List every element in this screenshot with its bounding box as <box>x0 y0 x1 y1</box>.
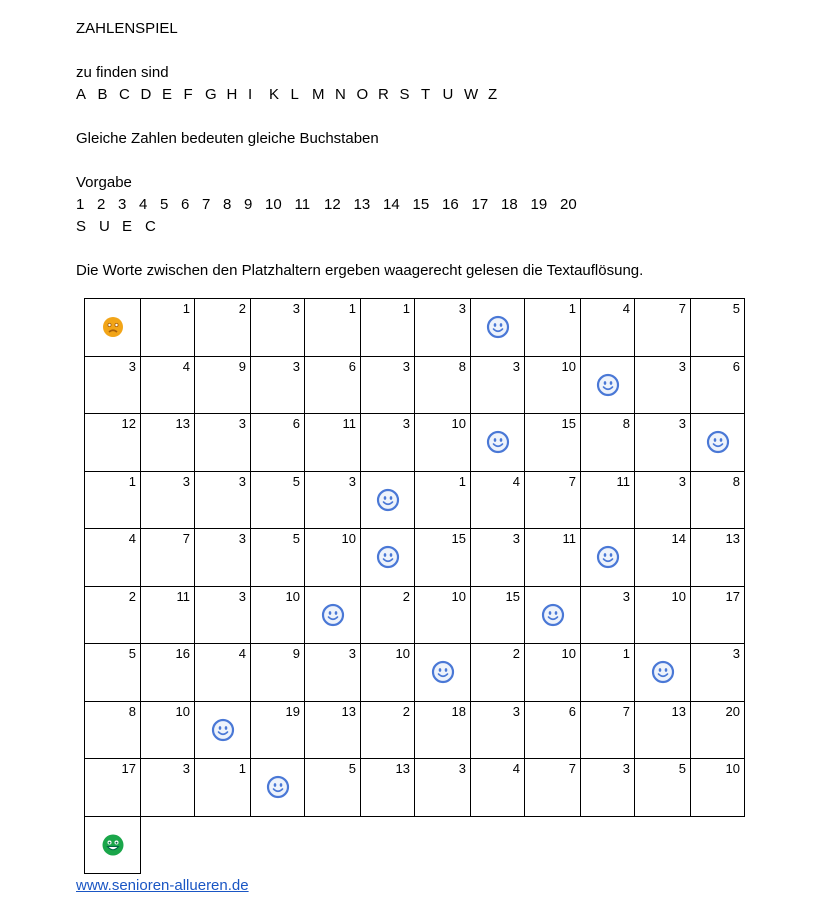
grid-cell <box>305 586 361 644</box>
instruction-text: Die Worte zwischen den Platzhaltern ergeben waagerecht gelesen die Textauflösung. <box>76 262 644 279</box>
grid-cell <box>85 471 141 529</box>
cell-number: 5 <box>678 761 686 776</box>
cell-number: 10 <box>725 761 740 776</box>
grid-cell <box>305 299 361 357</box>
grid-cell <box>305 701 361 759</box>
grid-cell <box>581 471 635 529</box>
grid-cell <box>471 644 525 702</box>
cell-number: 13 <box>395 761 410 776</box>
cell-number: 10 <box>561 646 576 661</box>
cell-number: 11 <box>342 416 356 431</box>
cell-number: 18 <box>451 703 466 719</box>
cell-number: 2 <box>402 588 410 604</box>
grid-cell <box>415 701 471 759</box>
grid-cell <box>635 586 691 644</box>
cell-number: 6 <box>568 703 576 719</box>
grid-cell <box>305 471 361 529</box>
cell-number: 17 <box>725 588 740 604</box>
cell-number: 11 <box>616 473 630 489</box>
given-number: 11 <box>294 196 311 213</box>
letter-item: I <box>248 86 253 103</box>
grid-cell <box>635 471 691 529</box>
grid-cell <box>581 701 635 759</box>
cell-number: 3 <box>678 416 686 431</box>
grid-cell <box>141 644 195 702</box>
grid-cell <box>581 356 635 414</box>
smiley-icon <box>541 603 565 627</box>
grid-cell <box>85 701 141 759</box>
cell-number: 3 <box>238 588 246 604</box>
grid-cell <box>525 586 581 644</box>
given-number: 10 <box>265 196 282 213</box>
cell-number: 4 <box>512 761 520 776</box>
letter-item: L <box>290 86 299 103</box>
grid-row <box>85 414 745 472</box>
given-number: 13 <box>353 196 371 213</box>
letter-item: A <box>76 86 87 103</box>
grid-cell <box>415 644 471 702</box>
grid-cell <box>361 356 415 414</box>
letter-item: C <box>119 86 130 103</box>
grid-cell <box>195 356 251 414</box>
letter-item: H <box>226 86 238 103</box>
grid-cell <box>415 356 471 414</box>
grid-cell <box>471 586 525 644</box>
cell-number: 3 <box>182 473 190 489</box>
cell-number: 1 <box>238 761 246 776</box>
given-number: 8 <box>223 196 232 213</box>
given-number: 1 <box>76 196 85 213</box>
cell-number: 10 <box>671 588 686 604</box>
cell-number: 3 <box>238 416 246 431</box>
given-number: 19 <box>530 196 548 213</box>
cell-number: 8 <box>732 473 740 489</box>
cell-number: 5 <box>292 531 300 546</box>
grid-cell <box>195 586 251 644</box>
grid-cell <box>141 759 195 817</box>
smiley-icon <box>431 660 455 684</box>
grid-cell <box>195 644 251 702</box>
grid-cell <box>581 529 635 587</box>
grid-cell <box>305 529 361 587</box>
cell-number: 10 <box>175 703 190 719</box>
grid-cell <box>581 586 635 644</box>
cell-number: 7 <box>568 473 576 489</box>
letter-item: D <box>140 86 152 103</box>
grid-cell <box>525 529 581 587</box>
grid-cell <box>85 299 141 357</box>
grid-cell <box>525 471 581 529</box>
grid-cell <box>471 759 525 817</box>
smiley-icon <box>596 373 620 397</box>
cell-number: 3 <box>458 761 466 776</box>
cell-number: 4 <box>622 301 630 316</box>
cell-number: 7 <box>622 703 630 719</box>
cell-number: 3 <box>512 358 520 374</box>
cell-number: 17 <box>121 761 136 776</box>
cell-number: 7 <box>568 761 576 776</box>
grid-cell <box>691 299 745 357</box>
cell-number: 3 <box>732 646 740 661</box>
grid-cell <box>691 701 745 759</box>
smiley-icon <box>486 430 510 454</box>
grid-row <box>85 586 745 644</box>
letter-item: Z <box>488 86 498 103</box>
grid-cell <box>195 414 251 472</box>
cell-number: 2 <box>128 588 136 604</box>
grid-cell <box>85 644 141 702</box>
given-number: 3 <box>118 196 127 213</box>
grid-cell <box>691 644 745 702</box>
sad-face-icon <box>101 315 125 339</box>
grid-cell <box>581 644 635 702</box>
grid-cell <box>581 299 635 357</box>
smiley-icon <box>596 545 620 569</box>
given-number: 14 <box>383 196 400 213</box>
cell-number: 10 <box>451 416 466 431</box>
given-number: 18 <box>501 196 518 213</box>
grid-cell <box>195 701 251 759</box>
letter-item: G <box>205 86 217 103</box>
grid-cell <box>141 299 195 357</box>
given-number: 16 <box>442 196 459 213</box>
grid-cell <box>691 529 745 587</box>
grid-row <box>85 701 745 759</box>
cell-number: 4 <box>182 358 190 374</box>
letter-item: M <box>312 86 325 103</box>
grid-cell <box>305 414 361 472</box>
grid-cell <box>85 414 141 472</box>
grid-cell <box>581 414 635 472</box>
grid-cell <box>691 356 745 414</box>
cell-number: 3 <box>402 416 410 431</box>
grid-cell <box>471 471 525 529</box>
letter-item: S <box>399 86 410 103</box>
cell-number: 11 <box>562 531 576 546</box>
grid-cell <box>251 586 305 644</box>
cell-number: 1 <box>568 301 576 316</box>
grid-cell <box>635 299 691 357</box>
grid-cell <box>141 471 195 529</box>
happy-face-icon <box>101 833 125 857</box>
cell-number: 3 <box>622 761 630 776</box>
given-number: 12 <box>324 196 341 213</box>
grid-cell <box>691 759 745 817</box>
cell-number: 13 <box>671 703 686 719</box>
given-number: 9 <box>244 196 253 213</box>
grid-cell <box>251 356 305 414</box>
cell-number: 3 <box>292 301 300 316</box>
cell-number: 10 <box>451 588 466 604</box>
cell-number: 4 <box>238 646 246 661</box>
grid-cell <box>581 759 635 817</box>
given-number: 7 <box>202 196 211 213</box>
cell-number: 3 <box>678 473 686 489</box>
grid-cell <box>635 701 691 759</box>
given-number: 15 <box>412 196 430 213</box>
cell-number: 7 <box>182 531 190 546</box>
cell-number: 15 <box>561 416 576 431</box>
cell-number: 15 <box>451 531 466 546</box>
cell-number: 13 <box>725 531 740 546</box>
cell-number: 6 <box>732 358 740 374</box>
cell-number: 3 <box>678 358 686 374</box>
cell-number: 6 <box>292 416 300 431</box>
grid-cell <box>361 529 415 587</box>
given-label: Vorgabe <box>76 174 132 191</box>
given-number: 4 <box>139 196 148 213</box>
given-number: 5 <box>160 196 169 213</box>
grid-cell <box>305 759 361 817</box>
letter-item: N <box>335 86 346 103</box>
grid-cell <box>525 644 581 702</box>
cell-number: 1 <box>622 646 630 661</box>
grid-cell <box>471 299 525 357</box>
cell-number: 3 <box>182 761 190 776</box>
letter-item: F <box>183 86 193 103</box>
given-numbers-row <box>76 196 590 213</box>
cell-number: 4 <box>128 531 136 546</box>
cell-number: 5 <box>292 473 300 489</box>
grid-cell <box>361 644 415 702</box>
website-link[interactable]: www.senioren-allueren.de <box>76 877 249 894</box>
cell-number: 1 <box>458 473 466 489</box>
grid-cell <box>85 816 141 874</box>
grid-cell <box>635 644 691 702</box>
smiley-icon <box>651 660 675 684</box>
cell-number: 3 <box>128 358 136 374</box>
grid-cell <box>195 299 251 357</box>
grid-cell <box>361 471 415 529</box>
given-number: 17 <box>471 196 489 213</box>
cell-number: 10 <box>395 646 410 661</box>
grid-row <box>85 356 745 414</box>
grid-cell <box>471 529 525 587</box>
grid-cell <box>635 414 691 472</box>
grid-cell <box>691 414 745 472</box>
cell-number: 3 <box>348 646 356 661</box>
letter-item: T <box>421 86 431 103</box>
cell-number: 3 <box>458 301 466 316</box>
cell-number: 6 <box>348 358 356 374</box>
cell-number: 1 <box>348 301 356 316</box>
smiley-icon <box>706 430 730 454</box>
cell-number: 3 <box>512 531 520 546</box>
given-number: 20 <box>560 196 577 213</box>
grid-cell <box>251 299 305 357</box>
cell-number: 9 <box>238 358 246 374</box>
cell-number: 8 <box>622 416 630 431</box>
grid-cell <box>85 759 141 817</box>
grid-cell <box>251 471 305 529</box>
grid-cell <box>691 471 745 529</box>
cell-number: 1 <box>182 301 190 316</box>
grid-cell <box>251 759 305 817</box>
grid-row <box>85 759 745 817</box>
grid-cell <box>305 356 361 414</box>
cell-number: 7 <box>678 301 686 316</box>
grid-cell <box>415 299 471 357</box>
grid-cell <box>525 299 581 357</box>
puzzle-grid <box>84 298 745 874</box>
grid-cell <box>525 701 581 759</box>
letter-item: K <box>269 86 280 103</box>
cell-number: 15 <box>505 588 520 604</box>
grid-cell <box>525 414 581 472</box>
cell-number: 10 <box>341 531 356 546</box>
smiley-icon <box>321 603 345 627</box>
given-letter: C <box>145 218 156 235</box>
cell-number: 2 <box>512 646 520 661</box>
cell-number: 1 <box>128 473 136 489</box>
grid-cell <box>415 759 471 817</box>
grid-cell <box>251 644 305 702</box>
grid-cell <box>691 586 745 644</box>
cell-number: 8 <box>128 703 136 719</box>
grid-cell <box>415 586 471 644</box>
grid-cell <box>141 529 195 587</box>
cell-number: 5 <box>348 761 356 776</box>
grid-cell <box>251 701 305 759</box>
cell-number: 3 <box>292 358 300 374</box>
letters-row <box>76 86 510 103</box>
grid-cell <box>471 356 525 414</box>
letter-item: U <box>442 86 454 103</box>
cell-number: 10 <box>561 358 576 374</box>
grid-cell <box>361 759 415 817</box>
grid-cell <box>141 356 195 414</box>
grid-cell <box>361 586 415 644</box>
cell-number: 3 <box>622 588 630 604</box>
letter-item: E <box>162 86 173 103</box>
grid-cell <box>195 759 251 817</box>
page-title: ZAHLENSPIEL <box>76 20 178 37</box>
grid-cell <box>471 701 525 759</box>
cell-number: 16 <box>175 646 190 661</box>
cell-number: 4 <box>512 473 520 489</box>
given-letter: U <box>99 218 110 235</box>
smiley-icon <box>486 315 510 339</box>
grid-cell <box>361 701 415 759</box>
grid-cell <box>141 586 195 644</box>
given-number: 2 <box>97 196 106 213</box>
cell-number: 12 <box>121 416 136 431</box>
cell-number: 1 <box>402 301 410 316</box>
cell-number: 5 <box>128 646 136 661</box>
smiley-icon <box>376 545 400 569</box>
grid-cell <box>471 414 525 472</box>
grid-cell <box>635 759 691 817</box>
rule-text: Gleiche Zahlen bedeuten gleiche Buchstaben <box>76 130 379 147</box>
letter-item: R <box>378 86 389 103</box>
letter-item: O <box>356 86 369 103</box>
smiley-icon <box>376 488 400 512</box>
cell-number: 8 <box>458 358 466 374</box>
grid-cell <box>85 586 141 644</box>
cell-number: 3 <box>238 473 246 489</box>
grid-cell <box>415 529 471 587</box>
cell-number: 11 <box>176 588 190 604</box>
grid-cell <box>85 356 141 414</box>
grid-cell <box>415 414 471 472</box>
smiley-icon <box>266 775 290 799</box>
grid-row <box>85 529 745 587</box>
letter-item: B <box>97 86 108 103</box>
grid-cell <box>415 471 471 529</box>
grid-cell <box>361 414 415 472</box>
letter-item: W <box>464 86 479 103</box>
grid-cell <box>525 356 581 414</box>
grid-cell <box>251 529 305 587</box>
grid-cell <box>525 759 581 817</box>
cell-number: 3 <box>348 473 356 489</box>
cell-number: 9 <box>292 646 300 661</box>
grid-row <box>85 471 745 529</box>
grid-cell <box>141 701 195 759</box>
find-label: zu finden sind <box>76 64 169 81</box>
grid-cell <box>251 414 305 472</box>
cell-number: 14 <box>671 531 686 546</box>
given-letter: E <box>122 218 133 235</box>
grid-cell <box>361 299 415 357</box>
cell-number: 2 <box>238 301 246 316</box>
given-letters-row <box>76 218 168 235</box>
cell-number: 10 <box>285 588 300 604</box>
given-letter: S <box>76 218 87 235</box>
grid-cell <box>195 471 251 529</box>
cell-number: 20 <box>725 703 740 719</box>
grid-cell <box>635 356 691 414</box>
cell-number: 2 <box>402 703 410 719</box>
grid-cell <box>141 414 195 472</box>
grid-cell <box>195 529 251 587</box>
grid-row <box>85 644 745 702</box>
grid-row <box>85 299 745 357</box>
cell-number: 13 <box>341 703 356 719</box>
smiley-icon <box>211 718 235 742</box>
grid-cell <box>305 644 361 702</box>
grid-cell <box>635 529 691 587</box>
cell-number: 19 <box>285 703 300 719</box>
grid-row <box>85 816 745 874</box>
given-number: 6 <box>181 196 190 213</box>
cell-number: 13 <box>175 416 190 431</box>
cell-number: 3 <box>402 358 410 374</box>
cell-number: 3 <box>512 703 520 719</box>
cell-number: 5 <box>732 301 740 316</box>
grid-cell <box>85 529 141 587</box>
cell-number: 3 <box>238 531 246 546</box>
